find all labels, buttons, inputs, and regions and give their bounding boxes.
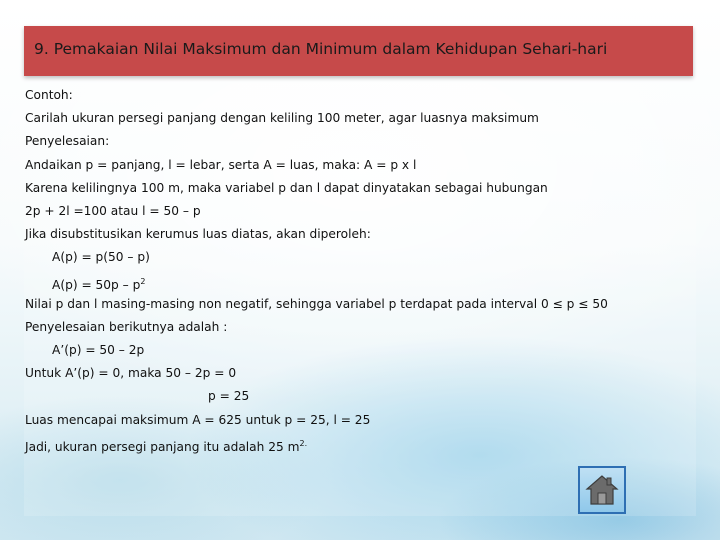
text-line: Penyelesaian berikutnya adalah : bbox=[25, 319, 228, 334]
content-body bbox=[25, 84, 705, 455]
equation-line: A(p) = p(50 – p) bbox=[52, 250, 150, 265]
text-line: Nilai p dan l masing-masing non negatif, sehingga variabel p terdapat pada interval 0 ≤ p ≤ 50 bbox=[25, 296, 608, 311]
text-line: Jika disubstitusikan kerumus luas diatas, akan diperoleh: bbox=[25, 227, 371, 242]
text-line: Luas mencapai maksimum A = 625 untuk p = 25, l = 25 bbox=[25, 412, 371, 427]
page-title: 9. Pemakaian Nilai Maksimum dan Minimum dalam Kehidupan Sehari-hari bbox=[34, 40, 608, 58]
equation-line: A’(p) = 50 – 2p bbox=[52, 343, 145, 358]
text-line: Karena kelilingnya 100 m, maka variabel p dan l dapat dinyatakan sebagai hubungan bbox=[25, 180, 548, 195]
problem-statement: Carilah ukuran persegi panjang dengan keliling 100 meter, agar luasnya maksimum bbox=[25, 111, 539, 126]
superscript: 2 bbox=[140, 276, 146, 286]
text-line: Untuk A’(p) = 0, maka 50 – 2p = 0 bbox=[25, 366, 237, 381]
solution-heading: Penyelesaian: bbox=[25, 134, 110, 149]
text-line: 2p + 2l =100 atau l = 50 – p bbox=[25, 203, 201, 218]
text-line-part: Andaikan p = panjang, l = lebar, serta A = luas, maka: A = p x l bbox=[25, 157, 417, 172]
example-heading: Contoh: bbox=[25, 88, 73, 102]
equation-line bbox=[25, 270, 705, 293]
text-line bbox=[25, 154, 705, 177]
equation-line: p = 25 bbox=[208, 389, 250, 404]
equation-text: A(p) = 50p – p bbox=[52, 277, 141, 292]
superscript: 2. bbox=[299, 438, 308, 448]
home-icon bbox=[584, 472, 620, 508]
home-button[interactable] bbox=[578, 466, 626, 514]
title-bar bbox=[24, 26, 693, 76]
conclusion-text: Jadi, ukuran persegi panjang itu adalah 25 m bbox=[25, 439, 300, 454]
conclusion-line bbox=[25, 432, 705, 455]
